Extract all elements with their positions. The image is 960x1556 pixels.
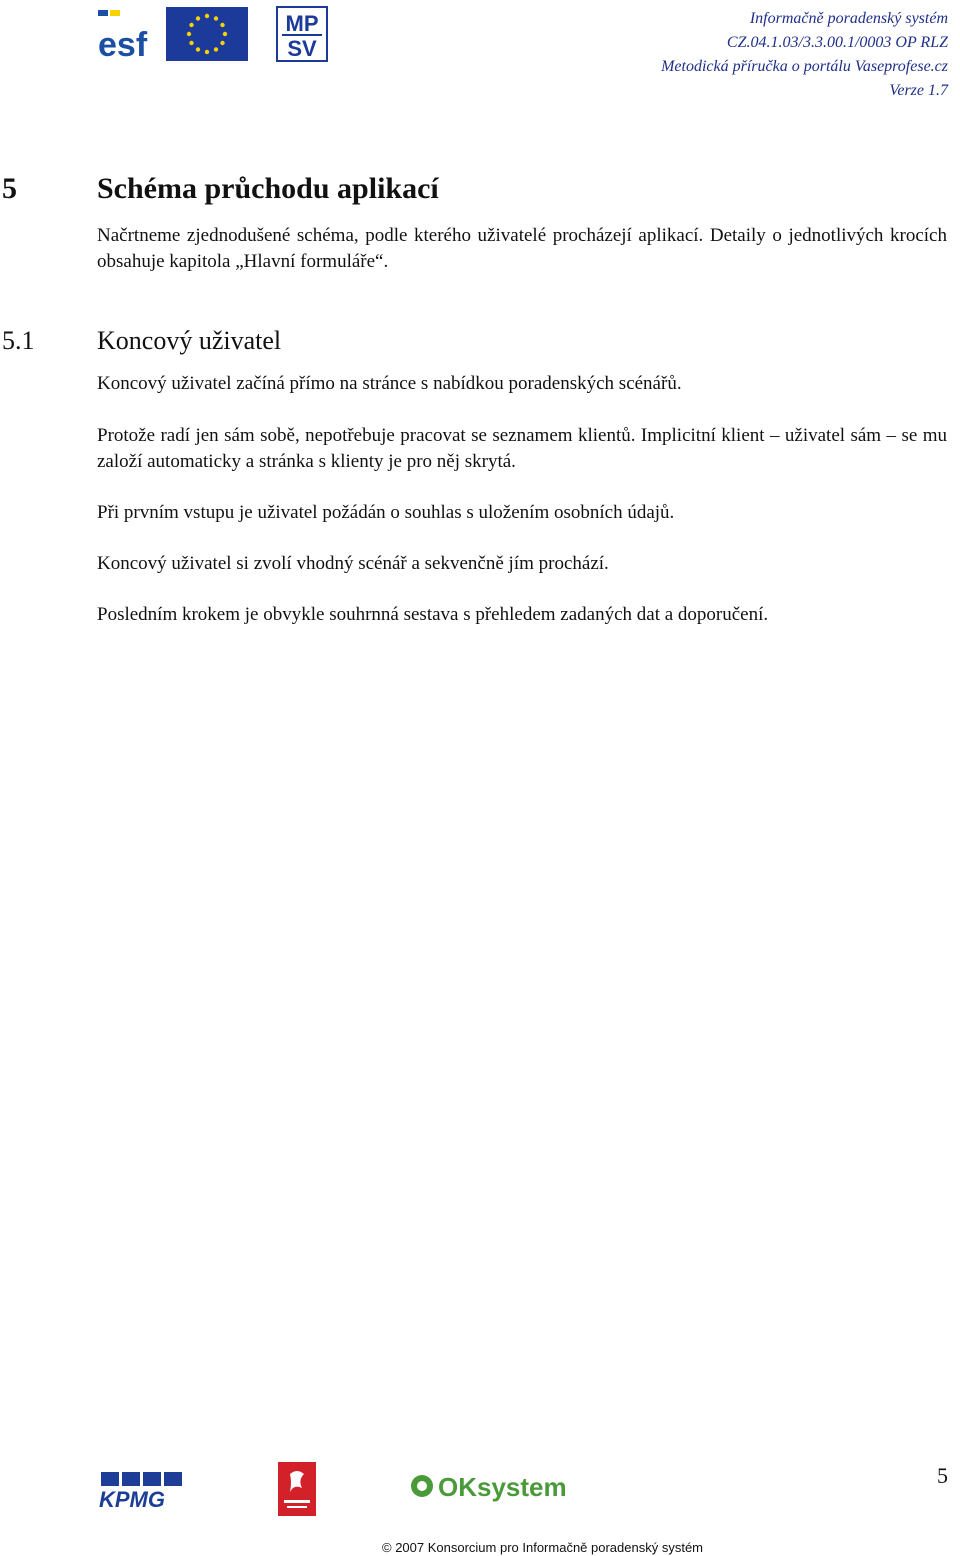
header-document-title: Metodická příručka o portálu Vaseprofese.cz (661, 58, 948, 75)
eu-flag-logo (166, 7, 248, 61)
eu-stars-icon (166, 7, 248, 61)
oksystem-logo-text: OKsystem (438, 1472, 567, 1502)
consortium-partner-logo (278, 1462, 316, 1516)
header-version: Verze 1.7 (889, 82, 948, 99)
mpsv-logo-bottom: SV (287, 36, 317, 61)
paragraph-summary: Posledním krokem je obvykle souhrnná sestava s přehledem zadaných dat a doporučení. (97, 604, 769, 625)
oksystem-logo (408, 1468, 574, 1504)
footer-copyright: © 2007 Konsorcium pro Informačně poradenský systém (382, 1540, 704, 1555)
section-number: 5 (2, 172, 17, 205)
header-system-name: Informačně poradenský systém (749, 10, 948, 27)
paragraph-scenario: Koncový uživatel si zvolí vhodný scénář a sekvenčně jím prochází. (97, 553, 609, 574)
partner-emblem-icon (278, 1462, 316, 1516)
esf-logo-text: esf (98, 26, 148, 62)
page-number: 5 (937, 1463, 948, 1488)
subsection-number: 5.1 (2, 326, 35, 355)
esf-logo (96, 6, 160, 62)
paragraph-start-page: Koncový uživatel začíná přímo na stránce s nabídkou poradenských scénářů. (97, 373, 682, 394)
paragraph-implicit-client: Protože radí jen sám sobě, nepotřebuje pracovat se seznamem klientů. Implicitní klient – uživatel sám – se mu založí automaticky a stránka s klienty je pro něj skrytá. (97, 425, 947, 472)
kpmg-logo-text: KPMG (99, 1487, 165, 1510)
subsection-title: Koncový uživatel (97, 326, 282, 355)
mpsv-logo (276, 6, 328, 62)
section-title: Schéma průchodu aplikací (97, 172, 439, 205)
section-intro-paragraph: Načrtneme zjednodušené schéma, podle kterého uživatelé procházejí aplikací. Detaily o jednotlivých krocích obsahuje kapitola „Hlavní formuláře“. (97, 225, 947, 272)
mpsv-logo-top: MP (285, 11, 319, 36)
kpmg-logo (97, 1470, 189, 1510)
paragraph-consent: Při prvním vstupu je uživatel požádán o souhlas s uložením osobních údajů. (97, 502, 675, 523)
header-project-code: CZ.04.1.03/3.3.00.1/0003 OP RLZ (726, 34, 948, 51)
